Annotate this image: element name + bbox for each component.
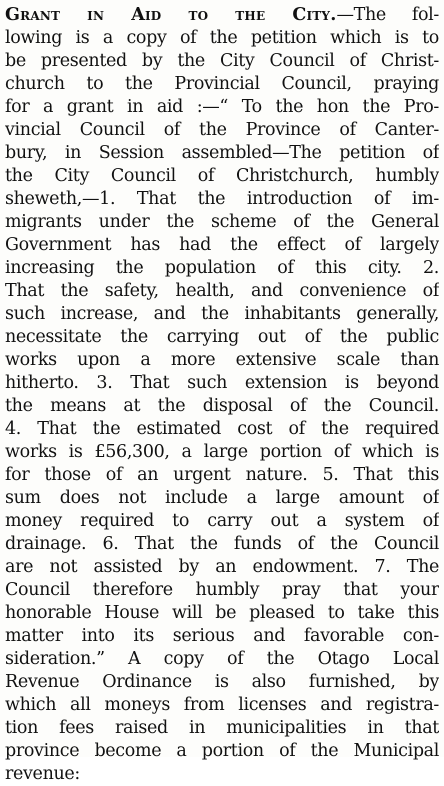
article-line xyxy=(5,4,439,27)
article-line: tion fees raised in municipalities in that xyxy=(5,718,439,738)
article-line: for a grant in aid :—“ To the hon the Pro- xyxy=(5,97,439,117)
article-line: lowing is a copy of the petition which is to xyxy=(5,28,439,48)
article-line: sideration.” A copy of the Otago Local xyxy=(5,649,439,669)
article-line: drainage. 6. That the funds of the Council xyxy=(5,534,439,554)
article-line: province become a portion of the Municipal xyxy=(5,741,439,761)
article-line: Revenue Ordinance is also furnished, by xyxy=(5,672,439,692)
article-line: for those of an urgent nature. 5. That this xyxy=(5,465,439,485)
article-line: increasing the population of this city. 2. xyxy=(5,258,439,278)
article-line: vincial Council of the Province of Canter- xyxy=(5,120,439,140)
article-line: sheweth,—1. That the introduction of im- xyxy=(5,189,439,209)
article-line: Government has had the effect of largely xyxy=(5,235,439,255)
article-line: be presented by the City Council of Christ- xyxy=(5,51,439,71)
article-line: which all moneys from licenses and registra- xyxy=(5,695,439,715)
article-line-text: —The fol- xyxy=(336,5,439,25)
article-line: are not assisted by an endowment. 7. The xyxy=(5,557,439,577)
article-line: hitherto. 3. That such extension is beyond xyxy=(5,373,439,393)
article-line: such increase, and the inhabitants generally, xyxy=(5,304,439,324)
article-line: the means at the disposal of the Council. xyxy=(5,396,439,416)
article-line: Council therefore humbly pray that your xyxy=(5,580,439,600)
article-line: migrants under the scheme of the General xyxy=(5,212,439,232)
article-line: the City Council of Christchurch, humbly xyxy=(5,166,439,186)
article-line: works upon a more extensive scale than xyxy=(5,350,439,370)
article-heading: Grant in Aid to the City. xyxy=(5,5,337,25)
article-line: matter into its serious and favorable con- xyxy=(5,626,439,646)
article-line: works is £56,300, a large portion of which is xyxy=(5,442,439,462)
article-line: money required to carry out a system of xyxy=(5,511,439,531)
article-line: bury, in Session assembled—The petition of xyxy=(5,143,439,163)
article-line: necessitate the carrying out of the public xyxy=(5,327,439,347)
article-line: sum does not include a large amount of xyxy=(5,488,439,508)
article-line: revenue: xyxy=(5,764,80,784)
article-line: honorable House will be pleased to take this xyxy=(5,603,439,623)
article-line: 4. That the estimated cost of the required xyxy=(5,419,439,439)
article-line: church to the Provincial Council, praying xyxy=(5,74,439,94)
article-line: That the safety, health, and convenience of xyxy=(5,281,439,301)
